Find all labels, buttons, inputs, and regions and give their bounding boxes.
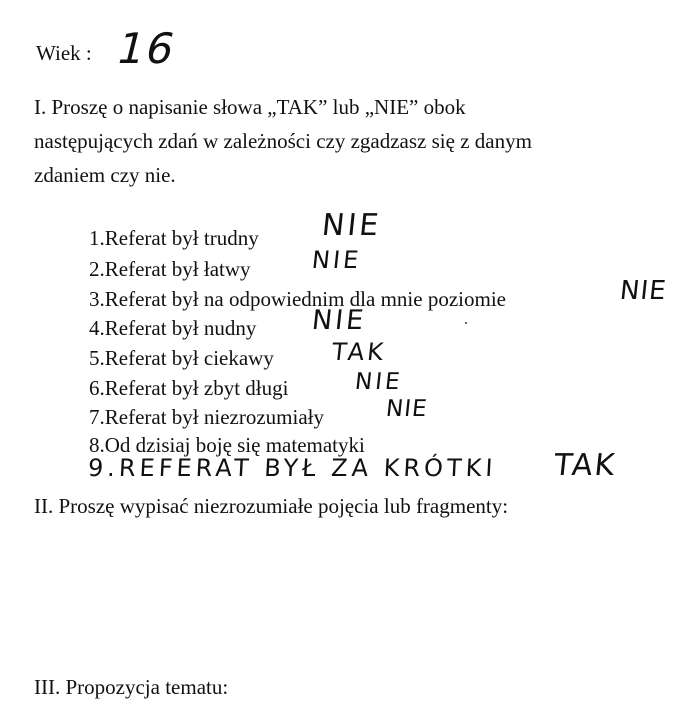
- question-7: 7.Referat był niezrozumiały: [89, 405, 324, 429]
- answer-6: NIE: [353, 369, 404, 395]
- section1-heading-line3: zdaniem czy nie.: [34, 163, 176, 187]
- pen-dot: [465, 322, 467, 324]
- answer-2: NIE: [310, 246, 363, 274]
- handwritten-extra-item: 9.REFERAT BYŁ ZA KRÓTKI: [87, 454, 498, 482]
- answer-3: NIE: [618, 276, 669, 306]
- answer-4: NIE: [310, 305, 368, 336]
- handwritten-extra-answer: TAK: [552, 448, 619, 483]
- question-4: 4.Referat był nudny: [89, 316, 257, 340]
- answer-1: NIE: [320, 208, 384, 243]
- question-6: 6.Referat był zbyt długi: [89, 376, 289, 400]
- section3-heading: III. Propozycja tematu:: [34, 675, 229, 699]
- section1-heading: I. Proszę o napisanie słowa „TAK” lub „NIE” obok: [34, 95, 466, 119]
- age-handwritten-value: 16: [111, 24, 182, 73]
- question-2: 2.Referat był łatwy: [89, 257, 251, 281]
- section1-heading-line2: następujących zdań w zależności czy zgadzasz się z danym: [34, 129, 532, 153]
- age-label: Wiek :: [36, 41, 92, 65]
- question-1: 1.Referat był trudny: [89, 226, 259, 250]
- answer-7: NIE: [384, 396, 429, 422]
- section2-heading: II. Proszę wypisać niezrozumiałe pojęcia lub fragmenty:: [34, 494, 509, 518]
- answer-5: TAK: [330, 338, 388, 366]
- question-8: 8.Od dzisiaj boję się matematyki: [89, 433, 365, 457]
- question-3: 3.Referat był na odpowiednim dla mnie poziomie: [89, 287, 506, 311]
- question-5: 5.Referat był ciekawy: [89, 346, 274, 370]
